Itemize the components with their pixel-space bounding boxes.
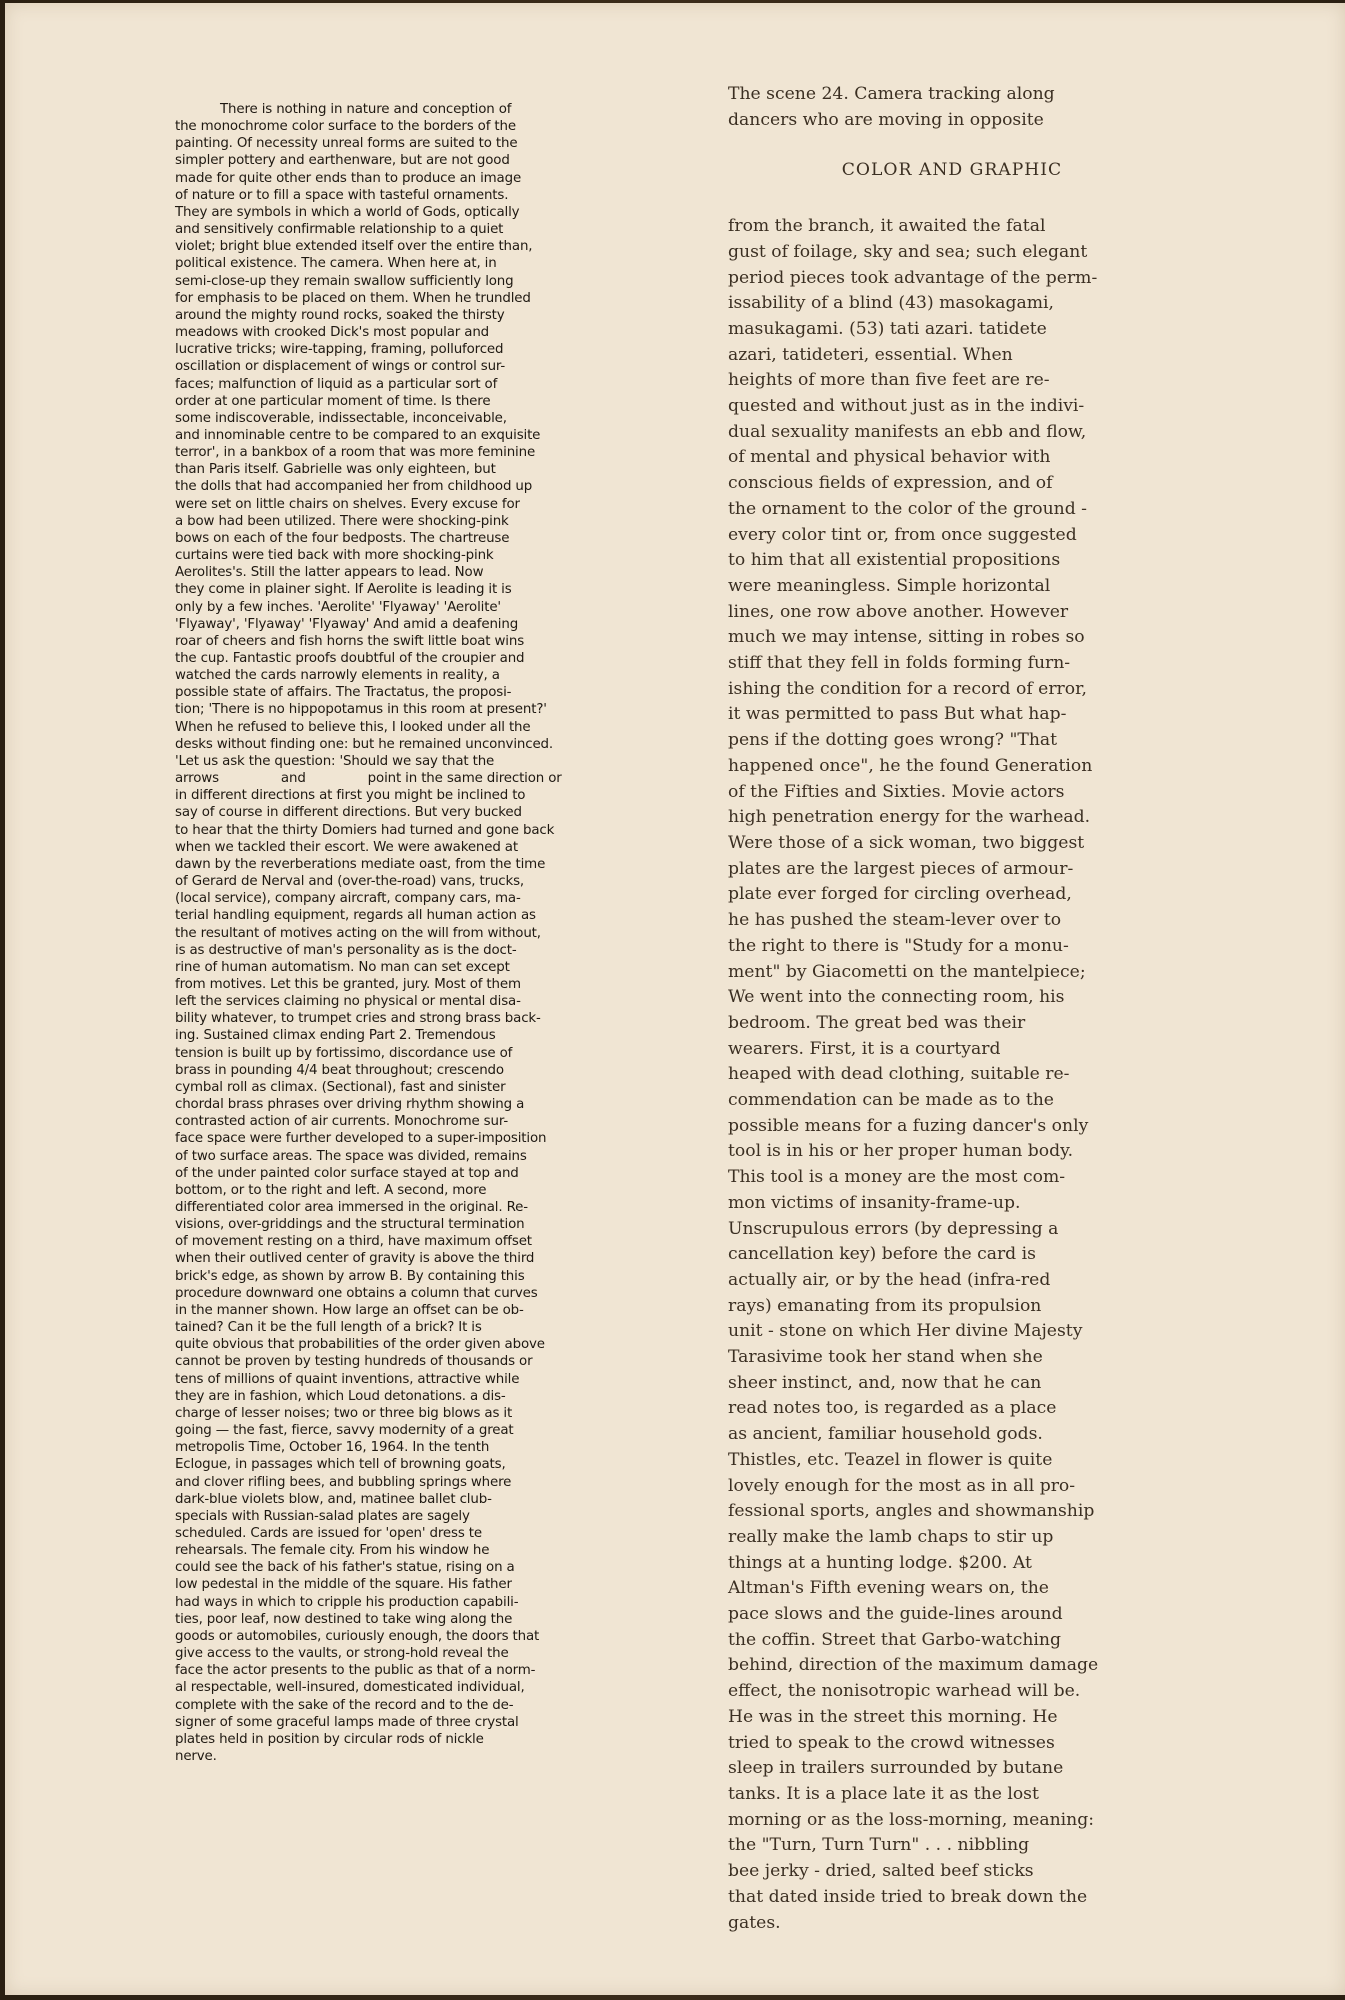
text-fragment: nerve. [175, 1749, 217, 1764]
text-fragment: cymbal roll as climax. (Sectional), fast and sinister [175, 1079, 506, 1095]
text-line: happened once", he the found Generation [728, 755, 1093, 776]
text-line: as ancient, familiar household gods. [728, 1424, 1043, 1445]
text-line [175, 701, 607, 718]
text-fragment: contrasted action of air currents. Monochrome sur- [175, 1114, 509, 1130]
text-fragment: they are in fashion, which Loud detonations. a dis- [175, 1388, 506, 1404]
text-fragment: were set on little chairs on shelves. Every excuse for [175, 496, 520, 512]
text-fragment: made for quite other ends than to produce an image [175, 170, 522, 186]
text-fragment: low pedestal in the middle of the square. His father [175, 1577, 512, 1593]
text-line [175, 1336, 607, 1353]
text-line: Tarasivime took her stand when she [728, 1347, 1043, 1368]
text-fragment: and [280, 771, 306, 787]
text-fragment: dark-blue violets blow, and, matinee ballet club- [175, 1491, 492, 1507]
text-fragment: metropolis Time, October 16, 1964. In the tenth [175, 1440, 490, 1456]
text-fragment: (local service), company aircraft, company cars, ma- [175, 891, 521, 907]
text-line [175, 804, 607, 821]
text-fragment: is as destructive of man's personality as is the doct- [175, 942, 517, 958]
text-line: ishing the condition for a record of error, [728, 678, 1087, 699]
text-fragment: meadows with crooked Dick's most popular and [175, 325, 490, 341]
text-line [175, 307, 607, 324]
text-fragment: they come in plainer sight. If Aerolite is leading it is [175, 582, 512, 598]
text-line: pace slows and the guide-lines around [728, 1604, 1063, 1625]
text-fragment: signer of some graceful lamps made of three crystal [175, 1714, 519, 1730]
text-line: commendation can be made as to the [728, 1090, 1054, 1111]
text-fragment: tained? Can it be the full length of a brick? It is [175, 1320, 482, 1336]
text-fragment: the dolls that had accompanied her from childhood up [175, 479, 533, 495]
text-line: plates are the largest pieces of armour- [728, 858, 1074, 879]
text-line [175, 1371, 607, 1388]
text-line [175, 1559, 607, 1576]
text-line: morning or as the loss-morning, meaning: [728, 1809, 1094, 1830]
text-line [175, 959, 607, 976]
text-line [175, 1731, 607, 1748]
text-line [175, 204, 607, 221]
text-fragment: ties, poor leaf, now destined to take wing along the [175, 1611, 513, 1627]
text-line: masukagami. (53) tati azari. tatidete [728, 318, 1047, 339]
text-fragment: complete with the sake of the record and to the de- [175, 1697, 514, 1713]
text-line [175, 736, 607, 753]
text-fragment: face the actor presents to the public as that of a norm- [175, 1663, 536, 1679]
text-fragment: of two surface areas. The space was divided, remains [175, 1148, 527, 1164]
text-fragment: dawn by the reverberations mediate oast, from the time [175, 856, 546, 872]
text-fragment: tens of millions of quaint inventions, attractive while [175, 1371, 520, 1387]
text-line [175, 496, 607, 513]
text-fragment: for emphasis to be placed on them. When he trundled [175, 290, 531, 306]
text-line [175, 324, 607, 341]
text-fragment: procedure downward one obtains a column that curves [175, 1285, 538, 1301]
text-line: dual sexuality manifests an ebb and flow, [728, 421, 1087, 442]
text-line: The scene 24. Camera tracking along [728, 84, 1055, 104]
text-fragment: of movement resting on a third, have maximum offset [175, 1234, 532, 1250]
text-line: every color tint or, from once suggested [728, 524, 1077, 545]
text-line [175, 822, 607, 839]
text-line [175, 1302, 607, 1319]
text-fragment: lucrative tricks; wire-tapping, framing, polluforced [175, 342, 504, 358]
text-line: much we may intense, sitting in robes so [728, 627, 1085, 648]
text-fragment: violet; bright blue extended itself over the entire than, [175, 239, 533, 255]
text-line: issability of a blind (43) masokagami, [728, 293, 1055, 314]
text-line [175, 152, 607, 169]
text-line [175, 1594, 607, 1611]
text-line: from the branch, it awaited the fatal [728, 216, 1046, 237]
text-line: pens if the dotting goes wrong? "That [728, 730, 1058, 751]
text-line [175, 976, 607, 993]
text-line [175, 376, 607, 393]
text-line [175, 170, 607, 187]
text-fragment: only by a few inches. 'Aerolite' 'Flyaway' 'Aerolite' [175, 599, 501, 615]
text-line [175, 719, 607, 736]
text-fragment: rine of human automatism. No man can set except [175, 959, 510, 975]
text-line [175, 907, 607, 924]
text-fragment: brass in pounding 4/4 beat throughout; crescendo [175, 1062, 504, 1078]
text-line [175, 118, 607, 135]
text-fragment: when we tackled their escort. We were awakened at [175, 839, 518, 855]
text-line [175, 1148, 607, 1165]
text-line: Unscrupulous errors (by depressing a [728, 1218, 1059, 1239]
text-fragment: watched the cards narrowly elements in reality, a [175, 668, 500, 684]
text-fragment: faces; malfunction of liquid as a particular sort of [175, 376, 498, 392]
text-line: cancellation key) before the card is [728, 1244, 1036, 1265]
text-line: stiff that they fell in folds forming furn- [728, 653, 1071, 674]
text-line: lines, one row above another. However [728, 601, 1069, 622]
text-line [175, 633, 607, 650]
text-line: He was in the street this morning. He [728, 1706, 1058, 1727]
text-line: the ornament to the color of the ground - [728, 498, 1087, 519]
text-fragment: specials with Russian-salad plates are sagely [175, 1508, 470, 1524]
text-line: actually air, or by the head (infra-red [728, 1269, 1051, 1290]
text-line: tried to speak to the crowd witnesses [728, 1732, 1055, 1753]
text-line [175, 1611, 607, 1628]
text-line [175, 753, 607, 770]
text-line [175, 461, 607, 478]
text-fragment: some indiscoverable, indissectable, inconceivable, [175, 410, 507, 426]
text-line [175, 547, 607, 564]
text-line [175, 101, 607, 118]
text-line [175, 1130, 607, 1147]
text-fragment: and clover rifling bees, and bubbling springs where [175, 1474, 512, 1490]
text-fragment: the resultant of motives acting on the will from without, [175, 925, 541, 941]
text-fragment: bottom, or to the right and left. A second, more [175, 1182, 487, 1198]
text-line [175, 1542, 607, 1559]
text-line [175, 839, 607, 856]
text-fragment: 'Flyaway', 'Flyaway' 'Flyaway' And amid a deafening [175, 616, 519, 632]
text-line [175, 1199, 607, 1216]
text-line: the coffin. Street that Garbo-watching [728, 1629, 1061, 1650]
text-fragment: When he refused to believe this, I looked under all the [175, 719, 531, 735]
text-line [175, 1233, 607, 1250]
text-line: conscious fields of expression, and of [728, 473, 1053, 494]
text-fragment: rehearsals. The female city. From his window he [175, 1543, 490, 1559]
text-line [175, 393, 607, 410]
text-line [175, 478, 607, 495]
text-line [175, 581, 607, 598]
text-line: Altman's Fifth evening wears on, the [728, 1578, 1049, 1599]
text-line: plate ever forged for circling overhead, [728, 884, 1072, 905]
text-line: high penetration energy for the warhead. [728, 807, 1091, 828]
text-line: read notes too, is regarded as a place [728, 1398, 1057, 1419]
text-line: sheer instinct, and, now that he can [728, 1372, 1042, 1393]
text-line: period pieces took advantage of the perm- [728, 267, 1098, 288]
text-line: the "Turn, Turn Turn" . . . nibbling [728, 1835, 1030, 1856]
text-fragment: of Gerard de Nerval and (over-the-road) vans, trucks, [175, 874, 525, 890]
text-fragment: when their outlived center of gravity is above the third [175, 1251, 535, 1267]
text-line [175, 787, 607, 804]
text-line [175, 1474, 607, 1491]
text-line [175, 1010, 607, 1027]
text-fragment: the cup. Fantastic proofs doubtful of the croupier and [175, 651, 525, 666]
text-fragment: the monochrome color surface to the borders of the [175, 119, 516, 135]
text-line [175, 1439, 607, 1456]
section-heading: COLOR AND GRAPHIC [841, 160, 1063, 181]
text-line: effect, the nonisotropic warhead will be. [728, 1681, 1081, 1702]
text-fragment: ing. Sustained climax ending Part 2. Tremendous [175, 1028, 496, 1044]
text-line: the right to there is "Study for a monu- [728, 935, 1069, 956]
text-line [175, 530, 607, 547]
text-fragment: simpler pottery and earthenware, but are not good [175, 153, 510, 169]
text-line: We went into the connecting room, his [728, 987, 1065, 1008]
text-fragment: point in the same direction or [367, 771, 562, 787]
text-line: This tool is a money are the most com- [728, 1167, 1066, 1188]
text-fragment: goods or automobiles, curiously enough, the doors that [175, 1628, 540, 1644]
text-fragment: They are symbols in which a world of Gods, optically [175, 204, 520, 220]
text-fragment: of nature or to fill a space with tasteful ornaments. [175, 187, 509, 203]
text-line [175, 358, 607, 375]
text-fragment: charge of lesser noises; two or three big blows as it [175, 1405, 513, 1421]
text-line: sleep in trailers surrounded by butane [728, 1758, 1064, 1779]
text-line: dancers who are moving in opposite [728, 109, 1044, 130]
text-line: heaped with dead clothing, suitable re- [728, 1064, 1070, 1085]
text-line [175, 410, 607, 427]
text-fragment: desks without finding one: but he remained unconvinced. [175, 736, 553, 752]
text-line [175, 290, 607, 307]
text-line [175, 1268, 607, 1285]
text-line: unit - stone on which Her divine Majesty [728, 1321, 1083, 1342]
text-line: possible means for a fuzing dancer's only [728, 1115, 1089, 1136]
text-fragment: curtains were tied back with more shocking-pink [175, 548, 494, 564]
text-line: behind, direction of the maximum damage [728, 1655, 1099, 1676]
text-line [175, 1697, 607, 1714]
text-fragment: terror', in a bankbox of a room that was more feminine [175, 445, 536, 461]
text-line [175, 238, 607, 255]
text-fragment: 'Let us ask the question: 'Should we say that the [175, 753, 495, 769]
text-line [175, 1679, 607, 1696]
text-fragment: and innominable centre to be compared to an exquisite [175, 427, 541, 443]
text-fragment: around the mighty round rocks, soaked the thirsty [175, 307, 505, 323]
text-line: really make the lamb chaps to stir up [728, 1526, 1054, 1547]
text-fragment: in the manner shown. How large an offset can be ob- [175, 1302, 524, 1318]
text-line [175, 1319, 607, 1336]
text-line: of mental and physical behavior with [728, 447, 1051, 468]
text-line: to him that all existential propositions [728, 550, 1061, 571]
text-fragment: and sensitively confirmable relationship to a quiet [175, 222, 504, 238]
text-line: bee jerky - dried, salted beef sticks [728, 1861, 1034, 1882]
text-line [175, 770, 607, 787]
text-fragment: quite obvious that probabilities of the order given above [175, 1337, 545, 1353]
text-line: rays) emanating from its propulsion [728, 1295, 1042, 1316]
text-line [175, 1096, 607, 1113]
text-line [175, 1045, 607, 1062]
text-fragment: possible state of affairs. The Tractatus, the proposi- [175, 685, 512, 701]
text-line [175, 564, 607, 581]
text-fragment: of the under painted color surface stayed at top and [175, 1165, 519, 1181]
text-line [175, 1491, 607, 1508]
text-line [175, 1250, 607, 1267]
text-fragment: scheduled. Cards are issued for 'open' dress te [175, 1525, 482, 1541]
text-line: bedroom. The great bed was their [728, 1012, 1026, 1033]
text-fragment: arrows [175, 771, 219, 787]
text-line [175, 273, 607, 290]
text-line [175, 1388, 607, 1405]
text-fragment: oscillation or displacement of wings or control sur- [175, 359, 506, 375]
text-line [175, 667, 607, 684]
text-line [175, 1079, 607, 1096]
document-page [5, 3, 1345, 1995]
right-text-column [728, 82, 1168, 1933]
text-line: lovely enough for the most as in all pro- [728, 1475, 1076, 1496]
text-line: Were those of a sick woman, two biggest [728, 832, 1085, 853]
text-line [175, 341, 607, 358]
text-line [175, 1576, 607, 1593]
text-fragment: in different directions at first you might be inclined to [175, 788, 526, 804]
text-line [175, 427, 607, 444]
text-line: Thistles, etc. Teazel in flower is quite [728, 1449, 1053, 1470]
text-fragment: semi-close-up they remain swallow sufficiently long [175, 273, 514, 289]
text-line [175, 221, 607, 238]
text-line [175, 890, 607, 907]
text-fragment: say of course in different directions. But very bucked [175, 805, 522, 821]
text-line [175, 1285, 607, 1302]
text-fragment: painting. Of necessity unreal forms are suited to the [175, 136, 518, 152]
text-line [175, 650, 607, 667]
text-line [175, 513, 607, 530]
text-line [175, 1662, 607, 1679]
text-fragment: had ways in which to cripple his production capabili- [175, 1594, 519, 1610]
text-line: gust of foilage, sky and sea; such elegant [728, 241, 1088, 262]
text-line [175, 856, 607, 873]
text-line: tool is in his or her proper human body. [728, 1141, 1074, 1162]
text-fragment: Aerolites's. Still the latter appears to lead. Now [175, 565, 484, 581]
text-fragment: could see the back of his father's statue, rising on a [175, 1560, 515, 1576]
text-line [175, 1216, 607, 1233]
text-fragment: tension is built up by fortissimo, discordance use of [175, 1045, 513, 1061]
text-line [175, 993, 607, 1010]
text-line: fessional sports, angles and showmanship [728, 1501, 1095, 1522]
text-fragment: cannot be proven by testing hundreds of thousands or [175, 1354, 533, 1370]
text-line [175, 599, 607, 616]
text-line [175, 1525, 607, 1542]
text-fragment: terial handling equipment, regards all human action as [175, 908, 536, 924]
text-fragment: order at one particular moment of time. Is there [175, 393, 491, 409]
text-fragment: bows on each of the four bedposts. The chartreuse [175, 530, 510, 546]
text-fragment: plates held in position by circular rods of nickle [175, 1731, 484, 1747]
text-line [175, 1027, 607, 1044]
text-line [175, 1353, 607, 1370]
text-line [175, 1508, 607, 1525]
text-line: mon victims of insanity-frame-up. [728, 1192, 1021, 1213]
text-line [175, 135, 607, 152]
text-line [175, 255, 607, 272]
text-line: heights of more than five feet are re- [728, 370, 1050, 391]
text-fragment: bility whatever, to trumpet cries and strong brass back- [175, 1011, 541, 1027]
text-line: it was permitted to pass But what hap- [728, 704, 1067, 725]
text-fragment: There is nothing in nature and conception of [220, 102, 512, 117]
text-line [175, 187, 607, 204]
text-line [175, 444, 607, 461]
text-line [175, 1405, 607, 1422]
text-line [175, 1748, 607, 1765]
text-line: tanks. It is a place late it as the lost [728, 1784, 1039, 1804]
text-line [175, 1062, 607, 1079]
text-line [175, 1714, 607, 1731]
text-line: gates. [728, 1912, 781, 1933]
text-line [175, 1628, 607, 1645]
text-fragment: differentiated color area immersed in the original. Re- [175, 1200, 528, 1215]
left-text-column [175, 101, 607, 1911]
text-fragment: visions, over-griddings and the structural termination [175, 1217, 525, 1233]
text-line [175, 684, 607, 701]
text-line: things at a hunting lodge. $200. At [728, 1552, 1032, 1573]
text-line [175, 925, 607, 942]
text-line [175, 942, 607, 959]
text-fragment: roar of cheers and fish horns the swift little boat wins [175, 633, 525, 649]
text-fragment: brick's edge, as shown by arrow B. By containing this [175, 1268, 525, 1284]
text-fragment: from motives. Let this be granted, jury. Most of them [175, 976, 521, 992]
text-fragment: tion; 'There is no hippopotamus in this room at present?' [175, 702, 547, 718]
text-line [175, 1113, 607, 1130]
text-fragment: left the services claiming no physical or mental disa- [175, 994, 521, 1010]
text-line: azari, tatideteri, essential. When [728, 344, 1013, 365]
text-fragment: going — the fast, fierce, savvy modernity of a great [175, 1423, 514, 1439]
text-line [175, 1422, 607, 1439]
text-fragment: give access to the vaults, or strong-hold reveal the [175, 1646, 509, 1662]
text-fragment: political existence. The camera. When here at, in [175, 256, 497, 272]
text-line [175, 616, 607, 633]
text-line: that dated inside tried to break down the [728, 1886, 1088, 1907]
text-fragment: chordal brass phrases over driving rhythm showing a [175, 1097, 525, 1113]
text-line [175, 1456, 607, 1473]
text-fragment: al respectable, well-insured, domesticated individual, [175, 1680, 525, 1696]
text-line: quested and without just as in the indivi- [728, 396, 1085, 417]
text-line [175, 1165, 607, 1182]
text-line: ment" by Giacometti on the mantelpiece; [728, 961, 1086, 982]
text-line: he has pushed the steam-lever over to [728, 910, 1062, 931]
text-line [175, 1645, 607, 1662]
text-fragment: to hear that the thirty Domiers had turned and gone back [175, 822, 555, 838]
text-line [175, 873, 607, 890]
text-line [175, 1182, 607, 1199]
text-line: of the Fifties and Sixties. Movie actors [728, 781, 1065, 802]
text-fragment: Eclogue, in passages which tell of browning goats, [175, 1457, 506, 1473]
text-fragment: a bow had been utilized. There were shocking-pink [175, 513, 509, 529]
text-fragment: than Paris itself. Gabrielle was only eighteen, but [175, 462, 496, 478]
text-fragment: face space were further developed to a super-imposition [175, 1131, 547, 1147]
text-line: wearers. First, it is a courtyard [728, 1038, 1001, 1059]
text-line: were meaningless. Simple horizontal [728, 575, 1051, 596]
